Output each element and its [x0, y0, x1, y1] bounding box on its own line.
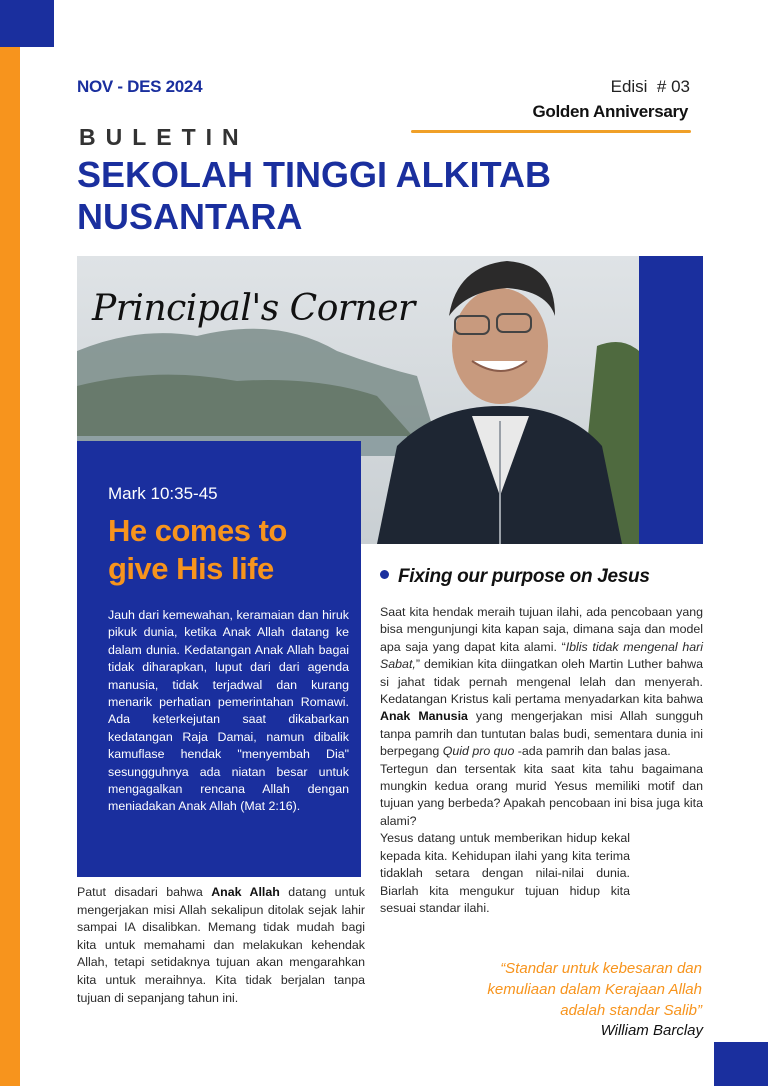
p1-part-b: ” demikian kita diingatkan oleh Martin Luther bahwa si jahat tidak pernah mengenal lelah dan menyerah. Kedatangan Kristus kali pertama menyadarkan kita bahwa	[380, 657, 703, 707]
scripture-reference: Mark 10:35-45	[108, 484, 218, 503]
orange-side-bar	[0, 0, 20, 1086]
p1-bold: Anak Manusia	[380, 709, 468, 724]
p1-part-d: -ada pamrih dan balas jasa.	[514, 744, 671, 759]
section-heading	[380, 566, 710, 588]
blue-corner-top-left	[0, 0, 54, 47]
p1-quote: Iblis tidak mengenal hari Sabat,	[380, 639, 703, 672]
pull-quote: “Standar untuk kebesaran dan kemuliaan dalam Kerajaan Allah adalah standar Salib”	[487, 960, 702, 1019]
section-heading-text: Fixing our purpose on Jesus	[398, 566, 650, 587]
quote-author: William Barclay	[600, 1022, 703, 1039]
anniversary-label: Golden Anniversary	[532, 102, 688, 121]
paragraph-2: Tertegun dan tersentak kita saat kita tahu bagaimana mungkin kedua orang murid Yesus memiliki motif dan tujuan yang berbeda? Apakah pencobaan ini bisa juga kita alami?	[380, 761, 703, 828]
principals-corner-title: Principal's Corner	[92, 288, 415, 329]
page-title: SEKOLAH TINGGI ALKITAB NUSANTARA	[77, 154, 551, 237]
bulletin-kicker: BULETIN	[79, 124, 249, 150]
p1-part-a: Saat kita hendak meraih tujuan ilahi, ada pencobaan yang bisa mengunjungi kita kapan saja, dimana saja dan model apa saja yang dapat kita alami. “	[380, 605, 703, 654]
issue-date: NOV - DES 2024	[77, 77, 203, 96]
photo-blue-panel	[639, 256, 703, 544]
p1-italic: Quid pro quo	[442, 744, 515, 759]
edition-number: Edisi # 03	[610, 77, 690, 96]
paragraph-3: Yesus datang untuk memberikan hidup kekal kepada kita. Kehidupan ilahi yang kita terima tidaklah setara dengan nilai-nilai dunia. Biarlah kita mengukur tujuan hidup kita sesuai standar ilahi.	[380, 831, 630, 915]
p1-part-c: yang mengerjakan misi Allah sungguh tanpa pamrih dan tuntutan balas budi, sementara dunia ini berpegang	[380, 709, 703, 759]
paragraph-1	[380, 604, 703, 761]
feature-headline: He comes to give His life	[108, 513, 287, 586]
bullet-dot-icon	[380, 570, 389, 579]
left-column-text	[77, 884, 365, 1007]
feature-box-text: Jauh dari kemewahan, keramaian dan hiruk pikuk dunia, ketika Anak Allah datang ke dalam dunia. Kedatangan Anak Allah bagai tidak diharapkan, luput dari dari agenda manusia, tidak terjadwal dan kurang menarik perhatian pemerintahan Romawi. Ada keterkejutan saat dikabarkan kedatangan Raja Damai, namun dibalik kamuflase hendak "menyembah Dia" sesungguhnya ada niatan besar untuk mengagalkan rencana Allah dengan meniadakan Anak Allah (Mat 2:16).	[108, 608, 349, 814]
left-text-intro: Patut disadari bahwa	[77, 885, 212, 899]
anniversary-underline	[411, 130, 691, 133]
right-column-text	[380, 604, 703, 917]
left-text-bold: Anak Allah	[211, 885, 280, 899]
left-text-rest: datang untuk mengerjakan misi Allah sekalipun ditolak sejak lahir sampai IA disalibkan. Memang tidak mudah bagi kita untuk memahami dan melakukan kehendak Allah, tetapi setidaknya tujuan akan mengarahkan kita untuk meraihnya. Kita tidak berjalan tanpa tujuan di sepanjang tahun ini.	[77, 885, 365, 1005]
blue-corner-bottom-right	[714, 1042, 768, 1086]
